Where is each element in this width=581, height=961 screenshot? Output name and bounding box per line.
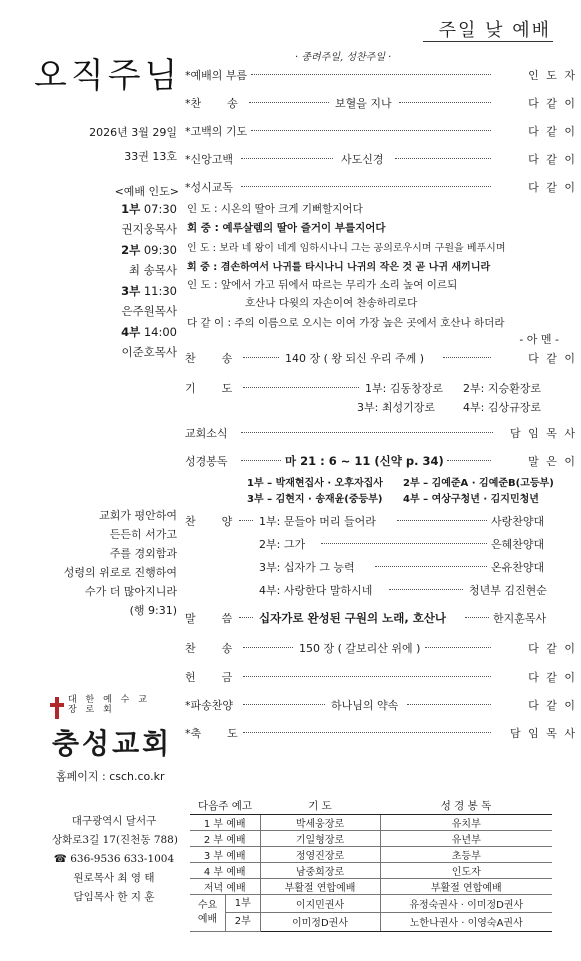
service-cell: 2 부 예배 — [190, 830, 260, 846]
amen: - 아 멘 - — [519, 333, 559, 346]
row-hymn-1 — [185, 95, 577, 113]
item-leader: 담 임 목 사 — [510, 427, 577, 440]
item-leader: 다 같 이 — [528, 125, 577, 138]
reading-cell: 유정숙권사 · 이미정D권사 — [380, 894, 552, 913]
denomination — [68, 695, 150, 715]
responsive-line: 인 도 : 시온의 딸아 크게 기뻐할지어다 — [187, 203, 363, 215]
leader-dots — [241, 158, 333, 159]
table-header-row — [190, 798, 552, 814]
reading-cell: 초등부 — [380, 846, 552, 862]
item-label: 기 도 — [185, 382, 233, 395]
church-logo — [50, 695, 180, 725]
leader-dots — [251, 74, 491, 75]
item-label: *찬 송 — [185, 97, 238, 110]
row-scripture — [185, 453, 577, 471]
anthem-item: 4부: 사랑한다 말하시네 — [259, 584, 373, 597]
wednesday-cell — [190, 894, 260, 931]
responsive-line: 회 중 : 겸손하여서 나귀를 타시나니 나귀의 작은 것 곧 나귀 새끼니라 — [187, 262, 491, 273]
row-sermon — [185, 610, 577, 628]
leader-dots — [241, 186, 491, 187]
service-2 — [121, 240, 177, 280]
table-row — [190, 830, 552, 846]
row-anthem-3 — [185, 559, 577, 577]
wednesday-label: 수요 예배 — [190, 895, 226, 931]
motto-reference: (행 9:31) — [129, 604, 177, 617]
item-label: *파송찬양 — [185, 699, 234, 712]
service-part: 3부 — [121, 284, 141, 298]
prayer-leader: 3부: 최성기장로 — [357, 401, 435, 414]
item-leader: 다 같 이 — [528, 97, 577, 110]
responsive-line: 다 같 이 : 주의 이름으로 오시는 이여 가장 높은 곳에서 호산나 하더라 — [187, 317, 505, 329]
leader-dots — [243, 704, 325, 705]
item-label: *성시교독 — [185, 181, 234, 194]
row-anthem-4 — [185, 582, 577, 600]
preacher: 한지훈목사 — [493, 612, 547, 625]
item-label: *고백의 기도 — [185, 125, 248, 138]
church-address — [52, 812, 176, 907]
choir-name: 청년부 김진현순 — [469, 584, 547, 597]
item-leader: 다 같 이 — [528, 181, 577, 194]
leader-dots — [465, 617, 489, 618]
row-call-to-worship — [185, 67, 577, 85]
leader-dots — [397, 520, 487, 521]
row-prayer — [185, 380, 577, 398]
item-label: 찬 양 — [185, 515, 233, 528]
scripture-readers: 4부 – 여상구청년 · 김지민청년 — [403, 494, 539, 505]
leader-dots — [243, 732, 491, 733]
denomination-line: 장 로 회 — [68, 705, 115, 715]
leader-dots — [243, 357, 279, 358]
prayer-cell: 정영진장로 — [260, 846, 380, 862]
leader-dots — [321, 543, 487, 544]
anthem-item: 3부: 십자가 그 능력 — [259, 561, 355, 574]
denomination-line: 대 한 예 수 교 — [68, 695, 150, 705]
senior-pastor: 담임목사 한 지 훈 — [73, 891, 155, 903]
creed-title: 사도신경 — [341, 153, 384, 166]
column-header: 성 경 봉 독 — [380, 798, 552, 814]
leader-dots — [243, 676, 491, 677]
service-part: 2부 — [121, 243, 141, 257]
motto-line: 든든히 서가고 — [109, 528, 177, 541]
hymn-title: 140 장 ( 왕 되신 우리 주께 ) — [285, 352, 425, 365]
item-label: *신앙고백 — [185, 153, 234, 166]
reading-cell: 인도자 — [380, 862, 552, 878]
item-leader: 다 같 이 — [528, 153, 577, 166]
prayer-cell: 이지민권사 — [260, 894, 380, 913]
motto-line: 주를 경외함과 — [109, 547, 177, 560]
service-1 — [121, 199, 177, 239]
prayer-leader: 4부: 김상규장로 — [463, 401, 541, 414]
worship-guide-heading: <예배 인도> — [114, 185, 179, 198]
prayer-cell: 이미정D권사 — [260, 913, 380, 932]
hymn-title: 하나님의 약속 — [331, 699, 399, 712]
service-time: 14:00 — [143, 325, 177, 339]
reading-cell: 부활절 연합예배 — [380, 878, 552, 894]
row-anthem-1 — [185, 513, 577, 531]
prayer-leader: 1부: 김동창장로 — [365, 382, 443, 395]
service-3 — [121, 281, 177, 321]
service-time: 09:30 — [143, 243, 177, 257]
service-time: 11:30 — [143, 284, 177, 298]
row-benediction — [185, 725, 577, 743]
leader-dots — [243, 387, 359, 388]
row-hymn-3 — [185, 640, 577, 658]
reading-cell: 유년부 — [380, 830, 552, 846]
prayer-leader: 2부: 지승환장로 — [463, 382, 541, 395]
item-label: 찬 송 — [185, 352, 233, 365]
scripture-readers: 3부 – 김현지 · 송재윤(중등부) — [247, 494, 383, 505]
row-prayer-2 — [185, 399, 577, 417]
cross-icon — [50, 697, 64, 719]
address-line: 대구광역시 달서구 — [71, 815, 157, 827]
reading-cell: 노한나권사 · 이영숙A권사 — [380, 913, 552, 932]
wednesday-part: 1부 — [226, 895, 260, 913]
item-label: 성경봉독 — [185, 455, 228, 468]
leader-dots — [399, 102, 491, 103]
prayer-cell: 기일형장로 — [260, 830, 380, 846]
row-sending-hymn — [185, 697, 577, 715]
service-cell: 1 부 예배 — [190, 814, 260, 830]
item-leader: 다 같 이 — [528, 352, 577, 365]
hymn-title: 보혈을 지나 — [335, 97, 392, 110]
leader-dots — [243, 647, 293, 648]
sermon-title: 십자가로 완성된 구원의 노래, 호산나 — [259, 611, 447, 625]
item-label: *축 도 — [185, 727, 238, 740]
leader-dots — [249, 102, 329, 103]
table-row — [190, 878, 552, 894]
motto-line: 수가 더 많아지니라 — [84, 585, 177, 598]
service-leader: 권지웅목사 — [121, 222, 177, 236]
wednesday-part: 2부 — [234, 915, 251, 927]
leader-dots — [251, 130, 491, 131]
address-line: 상화로3길 17(진천동 788) — [52, 834, 178, 846]
leader-dots — [447, 460, 491, 461]
bulletin-title: 오직주님 — [34, 56, 182, 96]
service-leader: 은주원목사 — [121, 304, 177, 318]
item-leader: 담 임 목 사 — [510, 727, 577, 740]
row-responsive-reading — [185, 179, 577, 197]
leader-dots — [407, 704, 491, 705]
choir-name: 온유찬양대 — [491, 561, 545, 574]
row-creed — [185, 151, 577, 169]
phone-line: ☎ 636-9536 633-1004 — [53, 853, 175, 865]
row-announcements — [185, 425, 577, 443]
leader-dots — [425, 647, 491, 648]
scripture-reference: 마 21 : 6 ~ 11 (신약 p. 34) — [285, 454, 444, 468]
row-hymn-2 — [185, 350, 577, 368]
responsive-line: 회 중 : 예루살렘의 딸아 즐거이 부를지어다 — [187, 222, 386, 234]
anthem-item: 2부: 그가 — [259, 538, 306, 551]
row-anthem-2 — [185, 536, 577, 554]
leader-dots — [241, 432, 493, 433]
item-leader: 다 같 이 — [528, 699, 577, 712]
service-leader: 최 송목사 — [128, 263, 177, 277]
service-part: 1부 — [121, 202, 141, 216]
prayer-cell: 부활절 연합예배 — [260, 878, 380, 894]
service-cell: 3 부 예배 — [190, 846, 260, 862]
bulletin-issue: 33권 13호 — [124, 150, 177, 163]
title-underline — [423, 41, 553, 42]
table-row — [190, 862, 552, 878]
leader-dots — [241, 460, 281, 461]
choir-name: 은혜찬양대 — [491, 538, 545, 551]
item-leader: 인 도 자 — [528, 69, 577, 82]
scripture-readers: 1부 – 박재현집사 · 오후자집사 — [247, 478, 383, 489]
item-label: 말 씀 — [185, 612, 233, 625]
service-subtitle: · 종려주일, 성찬주일 · — [295, 52, 392, 63]
scripture-readers: 2부 – 김예준A · 김예준B(고등부) — [403, 478, 554, 489]
item-leader: 다 같 이 — [528, 642, 577, 655]
reading-cell: 유치부 — [380, 814, 552, 830]
choir-name: 사랑찬양대 — [491, 515, 545, 528]
responsive-line: 인 도 : 앞에서 가고 뒤에서 따르는 무리가 소리 높여 이르되 — [187, 279, 458, 291]
service-leader: 이준호목사 — [121, 345, 177, 359]
item-leader: 말 은 이 — [528, 455, 577, 468]
item-label: 헌 금 — [185, 671, 233, 684]
homepage-link[interactable]: 홈페이지 : csch.co.kr — [56, 770, 165, 783]
leader-dots — [239, 520, 253, 521]
service-title: 주일 낮 예배 — [438, 20, 551, 41]
item-label: 찬 송 — [185, 642, 233, 655]
service-cell: 4 부 예배 — [190, 862, 260, 878]
table-row — [190, 894, 552, 913]
item-label: *예배의 부름 — [185, 69, 248, 82]
leader-dots — [443, 357, 491, 358]
anthem-item: 1부: 문들아 머리 들어라 — [259, 515, 376, 528]
table-row — [190, 814, 552, 830]
bulletin-date: 2026년 3월 29일 — [89, 126, 177, 139]
leader-dots — [375, 566, 487, 567]
responsive-line: 인 도 : 보라 네 왕이 네게 임하시나니 그는 공의로우시며 구원을 베푸시며 — [187, 243, 506, 254]
item-label: 교회소식 — [185, 427, 228, 440]
motto-line: 성령의 위로로 진행하여 — [63, 566, 177, 579]
left-column — [0, 0, 185, 961]
responsive-line: 호산나 다윗의 자손이여 찬송하리로다 — [245, 297, 418, 309]
prayer-cell: 박세웅장로 — [260, 814, 380, 830]
leader-dots — [395, 158, 491, 159]
prayer-cell: 남중희장로 — [260, 862, 380, 878]
church-name: 충성교회 — [52, 727, 173, 760]
column-header: 다음주 예고 — [190, 798, 260, 814]
service-cell: 저녁 예배 — [190, 878, 260, 894]
item-leader: 다 같 이 — [528, 671, 577, 684]
motto-line: 교회가 평안하여 — [99, 509, 177, 522]
table-row — [190, 846, 552, 862]
service-part: 4부 — [121, 325, 141, 339]
service-4 — [121, 322, 177, 362]
service-time: 07:30 — [143, 202, 177, 216]
elder-pastor: 원로목사 최 영 태 — [73, 872, 155, 884]
hymn-title: 150 장 ( 갈보리산 위에 ) — [299, 642, 421, 655]
motto-verse — [64, 506, 177, 620]
leader-dots — [389, 589, 463, 590]
leader-dots — [239, 617, 253, 618]
column-header: 기 도 — [260, 798, 380, 814]
row-offering — [185, 669, 577, 687]
next-week-table — [190, 798, 552, 932]
row-confession — [185, 123, 577, 141]
